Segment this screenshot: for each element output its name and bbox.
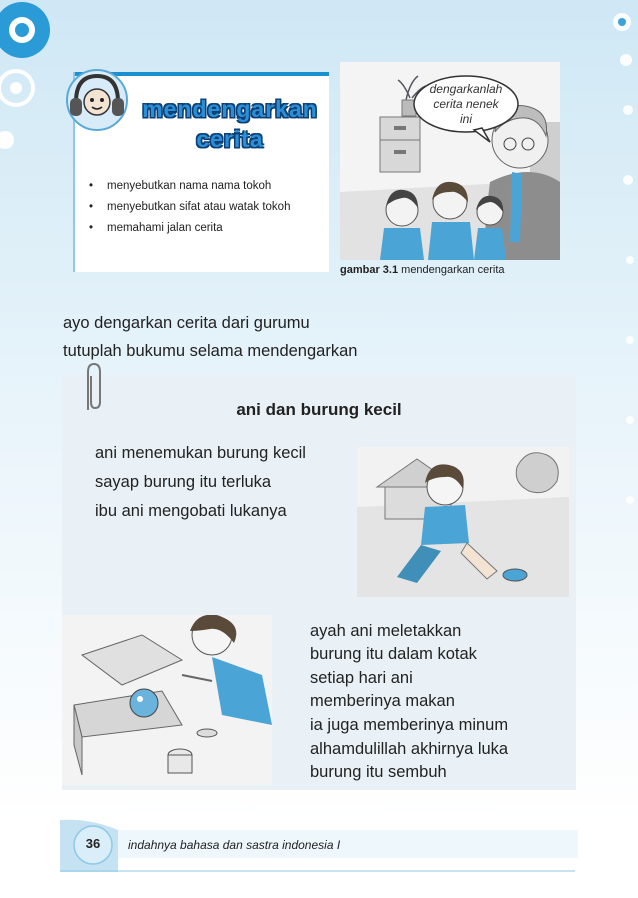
learning-goal-item: [89, 201, 290, 213]
headphone-mascot-icon: [62, 64, 132, 134]
chapter-title-line1: mendengarkan: [142, 96, 318, 122]
learning-goal-text: memahami jalan cerita: [107, 222, 223, 234]
speech-bubble-text: [414, 82, 518, 127]
intro-line: ayo dengarkan cerita dari gurumu: [63, 314, 310, 332]
chapter-title: [135, 94, 325, 154]
learning-goals-list: [89, 180, 290, 243]
speech-line: dengarkanlah: [429, 82, 503, 96]
learning-goal-item: [89, 222, 290, 234]
story-line: ibu ani mengobati lukanya: [95, 502, 287, 520]
story-line: setiap hari ani: [310, 669, 413, 687]
page-number: 36: [85, 836, 101, 851]
story-title: ani dan burung kecil: [236, 400, 402, 419]
bird-in-box-illustration: [62, 615, 272, 785]
story-line: ani menemukan burung kecil: [95, 444, 306, 462]
intro-line: tutuplah bukumu selama mendengarkan: [63, 342, 358, 360]
figure-caption: [340, 264, 505, 276]
story-line: ia juga memberinya minum: [310, 716, 509, 734]
figure-caption-label: gambar 3.1: [340, 264, 399, 276]
story-line: burung itu dalam kotak: [310, 645, 477, 663]
figure-caption-text: mendengarkan cerita: [401, 264, 505, 276]
bullet-icon: •: [89, 201, 94, 213]
bullet-icon: •: [89, 222, 94, 234]
story-line: memberinya makan: [310, 692, 455, 710]
learning-goal-item: [89, 180, 290, 192]
learning-goal-text: menyebutkan nama nama tokoh: [107, 180, 272, 192]
bullet-icon: •: [89, 180, 94, 192]
speech-line: ini: [459, 112, 472, 126]
story-line: alhamdulillah akhirnya luka: [310, 740, 509, 758]
speech-line: cerita nenek: [433, 97, 499, 111]
chapter-title-line2: cerita: [196, 126, 264, 152]
learning-goal-text: menyebutkan sifat atau watak tokoh: [107, 201, 291, 213]
story-line: sayap burung itu terluka: [95, 473, 272, 491]
story-line: ayah ani meletakkan: [310, 622, 462, 640]
girl-finds-bird-illustration: [357, 447, 569, 597]
story-line: burung itu sembuh: [310, 763, 447, 781]
footer-book-title: indahnya bahasa dan sastra indonesia I: [128, 838, 341, 852]
